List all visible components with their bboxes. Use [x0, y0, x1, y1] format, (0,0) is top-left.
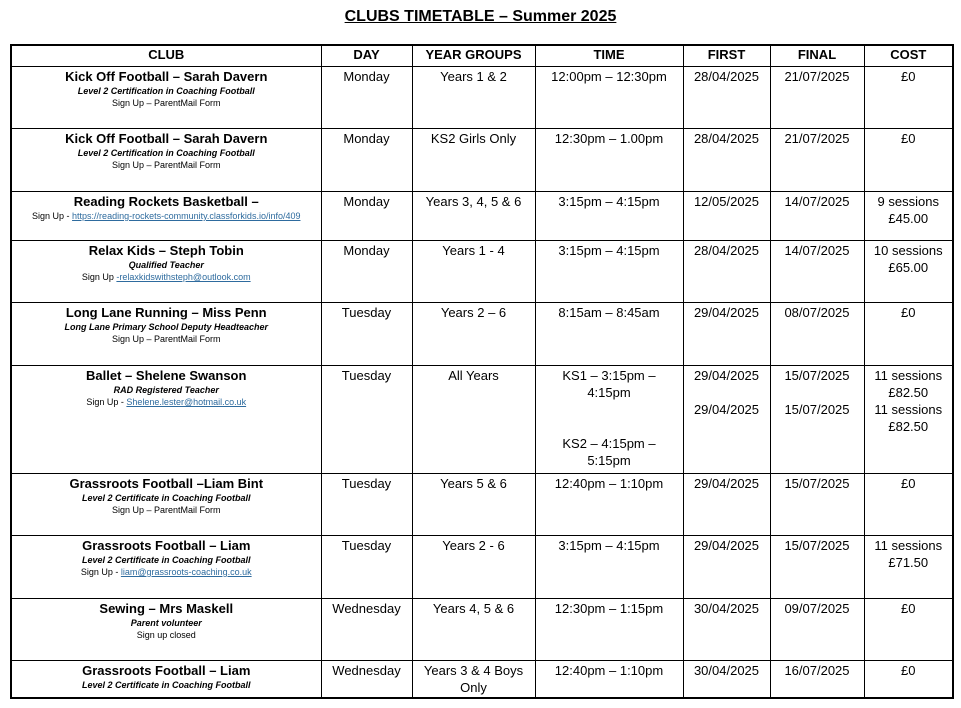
club-name: Grassroots Football –Liam Bint	[69, 476, 264, 491]
club-signup	[15, 333, 318, 346]
cost-cell	[864, 536, 953, 599]
first-date-line: 28/04/2025	[693, 69, 760, 84]
cost-line: £65.00	[888, 260, 929, 275]
signup-text: Sign Up – ParentMail Form	[111, 160, 221, 170]
final-date-line: 15/07/2025	[784, 368, 850, 383]
final-date-cell	[770, 366, 864, 474]
club-cell	[11, 661, 321, 698]
day-cell: Wednesday	[321, 599, 412, 661]
signup-link[interactable]: Shelene.lester@hotmail.co.uk	[126, 397, 247, 407]
cost-cell	[864, 129, 953, 192]
cost-cell	[864, 366, 953, 474]
first-date-line: 28/04/2025	[693, 243, 760, 258]
cost-line: 11 sessions	[874, 368, 943, 383]
club-qualification: Level 2 Certificate in Coaching Football	[81, 555, 251, 565]
first-date-line: 29/04/2025	[693, 538, 760, 553]
final-date-line: 15/07/2025	[784, 538, 850, 553]
club-cell	[11, 366, 321, 474]
time-line: 3:15pm – 4:15pm	[558, 194, 660, 209]
cost-cell	[864, 241, 953, 303]
header-day: DAY	[321, 45, 412, 67]
day-cell: Tuesday	[321, 536, 412, 599]
table-row	[11, 366, 953, 474]
signup-link[interactable]: -relaxkidswithsteph@outlook.com	[116, 272, 251, 282]
cost-cell	[864, 599, 953, 661]
club-qualification: Level 2 Certificate in Coaching Football	[81, 493, 251, 503]
final-date-line: 14/07/2025	[784, 194, 850, 209]
signup-text: Sign Up – ParentMail Form	[111, 334, 221, 344]
cost-line: £0	[901, 69, 916, 84]
cost-line: £45.00	[888, 211, 929, 226]
signup-text: Sign Up -	[86, 397, 127, 407]
club-name: Long Lane Running – Miss Penn	[65, 305, 267, 320]
day-cell: Monday	[321, 129, 412, 192]
signup-text: Sign Up -	[80, 567, 121, 577]
club-qualification: Parent volunteer	[130, 618, 202, 628]
first-date-cell	[683, 599, 770, 661]
time-line: 4:15pm	[587, 385, 631, 400]
club-signup	[15, 504, 318, 517]
first-date-cell	[683, 474, 770, 536]
cost-line: £0	[901, 476, 916, 491]
club-qualification: Level 2 Certificate in Coaching Football	[81, 680, 251, 690]
final-date-line	[774, 384, 861, 401]
cost-cell	[864, 661, 953, 698]
year-groups-cell: Years 4, 5 & 6	[412, 599, 535, 661]
club-signup	[15, 210, 318, 223]
time-cell	[535, 536, 683, 599]
final-date-line: 14/07/2025	[784, 243, 850, 258]
club-signup	[15, 629, 318, 642]
signup-link[interactable]: liam@grassroots-coaching.co.uk	[120, 567, 252, 577]
cost-line: 11 sessions	[874, 538, 943, 553]
time-line: 8:15am – 8:45am	[558, 305, 660, 320]
time-cell	[535, 599, 683, 661]
signup-text: Sign Up -	[32, 211, 73, 221]
club-cell	[11, 241, 321, 303]
club-cell	[11, 303, 321, 366]
cost-cell	[864, 474, 953, 536]
first-date-line	[687, 384, 767, 401]
cost-line: 9 sessions	[877, 194, 939, 209]
first-date-cell	[683, 129, 770, 192]
cost-cell	[864, 303, 953, 366]
club-qualification: Level 2 Certification in Coaching Football	[77, 86, 255, 96]
year-groups-cell: KS2 Girls Only	[412, 129, 535, 192]
final-date-line: 16/07/2025	[784, 663, 850, 678]
time-line: 12:40pm – 1:10pm	[554, 476, 664, 491]
cost-cell	[864, 192, 953, 241]
table-row	[11, 129, 953, 192]
signup-text: Sign Up	[81, 272, 117, 282]
cost-line: 10 sessions	[873, 243, 943, 258]
cost-line: £0	[901, 131, 916, 146]
time-line: KS1 – 3:15pm –	[562, 368, 656, 383]
first-date-cell	[683, 67, 770, 129]
signup-text: Sign Up – ParentMail Form	[111, 98, 221, 108]
final-date-cell	[770, 67, 864, 129]
time-line	[539, 401, 680, 418]
club-name: Relax Kids – Steph Tobin	[88, 243, 244, 258]
cost-line: £0	[901, 305, 916, 320]
final-date-line: 09/07/2025	[784, 601, 850, 616]
time-cell	[535, 241, 683, 303]
day-cell: Wednesday	[321, 661, 412, 698]
final-date-cell	[770, 661, 864, 698]
time-line: 12:00pm – 12:30pm	[551, 69, 667, 84]
time-line: 12:30pm – 1:15pm	[554, 601, 664, 616]
first-date-cell	[683, 241, 770, 303]
header-club: CLUB	[11, 45, 321, 67]
day-cell: Monday	[321, 241, 412, 303]
first-date-cell	[683, 661, 770, 698]
cost-line: £0	[901, 601, 916, 616]
final-date-cell	[770, 536, 864, 599]
cost-line: 11 sessions	[874, 402, 943, 417]
year-groups-cell: Years 5 & 6	[412, 474, 535, 536]
header-year-groups: YEAR GROUPS	[412, 45, 535, 67]
time-line: KS2 – 4:15pm –	[562, 436, 656, 451]
header-row	[11, 45, 953, 67]
time-line: 12:40pm – 1:10pm	[554, 663, 664, 678]
table-row	[11, 536, 953, 599]
table-row	[11, 303, 953, 366]
time-cell	[535, 661, 683, 698]
club-qualification: Qualified Teacher	[128, 260, 204, 270]
club-name: Grassroots Football – Liam	[82, 663, 251, 678]
club-signup	[15, 566, 318, 579]
club-cell	[11, 536, 321, 599]
time-cell	[535, 192, 683, 241]
signup-link[interactable]: https://reading-rockets-community.classforkids.io/info/409	[72, 211, 301, 221]
cost-line: £82.50	[888, 419, 929, 434]
final-date-cell	[770, 303, 864, 366]
club-cell	[11, 67, 321, 129]
signup-text: Sign Up – ParentMail Form	[111, 505, 221, 515]
signup-text: Sign up closed	[136, 630, 196, 640]
table-row	[11, 192, 953, 241]
club-cell	[11, 599, 321, 661]
first-date-line: 29/04/2025	[693, 305, 760, 320]
first-date-line: 29/04/2025	[693, 368, 760, 383]
day-cell: Monday	[321, 192, 412, 241]
table-row	[11, 474, 953, 536]
day-cell: Tuesday	[321, 303, 412, 366]
year-groups-cell: Years 2 – 6	[412, 303, 535, 366]
first-date-cell	[683, 303, 770, 366]
year-groups-cell: All Years	[412, 366, 535, 474]
first-date-line: 30/04/2025	[693, 663, 760, 678]
final-date-cell	[770, 599, 864, 661]
club-name: Kick Off Football – Sarah Davern	[65, 131, 268, 146]
first-date-cell	[683, 536, 770, 599]
final-date-cell	[770, 192, 864, 241]
header-final: FINAL	[770, 45, 864, 67]
club-signup	[15, 396, 318, 409]
time-cell	[535, 366, 683, 474]
time-line: 3:15pm – 4:15pm	[558, 538, 660, 553]
club-qualification: RAD Registered Teacher	[113, 385, 219, 395]
header-time: TIME	[535, 45, 683, 67]
first-date-cell	[683, 366, 770, 474]
club-qualification: Level 2 Certification in Coaching Football	[77, 148, 255, 158]
first-date-line: 29/04/2025	[693, 476, 760, 491]
time-cell	[535, 129, 683, 192]
first-date-cell	[683, 192, 770, 241]
header-cost: COST	[864, 45, 953, 67]
final-date-line: 21/07/2025	[784, 69, 850, 84]
final-date-line: 15/07/2025	[784, 402, 850, 417]
club-signup	[15, 97, 318, 110]
first-date-line: 30/04/2025	[693, 601, 760, 616]
final-date-line: 08/07/2025	[784, 305, 850, 320]
club-cell	[11, 129, 321, 192]
first-date-line: 29/04/2025	[693, 402, 760, 417]
club-name: Kick Off Football – Sarah Davern	[65, 69, 268, 84]
page-title: CLUBS TIMETABLE – Summer 2025	[344, 8, 617, 25]
final-date-cell	[770, 241, 864, 303]
club-signup	[15, 159, 318, 172]
first-date-line: 12/05/2025	[693, 194, 760, 209]
club-qualification: Long Lane Primary School Deputy Headteacher	[64, 322, 269, 332]
table-row	[11, 599, 953, 661]
time-cell	[535, 67, 683, 129]
clubs-timetable	[10, 44, 954, 699]
year-groups-cell: Years 1 & 2	[412, 67, 535, 129]
time-line: 3:15pm – 4:15pm	[558, 243, 660, 258]
club-signup	[15, 271, 318, 284]
time-cell	[535, 474, 683, 536]
final-date-cell	[770, 129, 864, 192]
day-cell: Tuesday	[321, 474, 412, 536]
club-name: Ballet – Shelene Swanson	[86, 368, 247, 383]
club-name: Grassroots Football – Liam	[82, 538, 251, 553]
final-date-line: 15/07/2025	[784, 476, 850, 491]
time-line: 5:15pm	[587, 453, 631, 468]
first-date-line: 28/04/2025	[693, 131, 760, 146]
time-cell	[535, 303, 683, 366]
table-row	[11, 67, 953, 129]
day-cell: Monday	[321, 67, 412, 129]
club-name: Reading Rockets Basketball –	[73, 194, 259, 209]
final-date-line: 21/07/2025	[784, 131, 850, 146]
final-date-cell	[770, 474, 864, 536]
header-first: FIRST	[683, 45, 770, 67]
year-groups-cell: Years 3, 4, 5 & 6	[412, 192, 535, 241]
club-name: Sewing – Mrs Maskell	[99, 601, 234, 616]
table-row	[11, 241, 953, 303]
time-line: 12:30pm – 1.00pm	[554, 131, 664, 146]
time-line	[539, 418, 680, 435]
year-groups-cell: Years 2 - 6	[412, 536, 535, 599]
cost-line: £0	[901, 663, 916, 678]
club-cell	[11, 474, 321, 536]
table-row	[11, 661, 953, 698]
year-groups-cell: Years 1 - 4	[412, 241, 535, 303]
cost-cell	[864, 67, 953, 129]
cost-line: £71.50	[888, 555, 929, 570]
cost-line: £82.50	[888, 385, 929, 400]
day-cell: Tuesday	[321, 366, 412, 474]
year-groups-cell: Years 3 & 4 Boys Only	[412, 661, 535, 698]
club-cell	[11, 192, 321, 241]
